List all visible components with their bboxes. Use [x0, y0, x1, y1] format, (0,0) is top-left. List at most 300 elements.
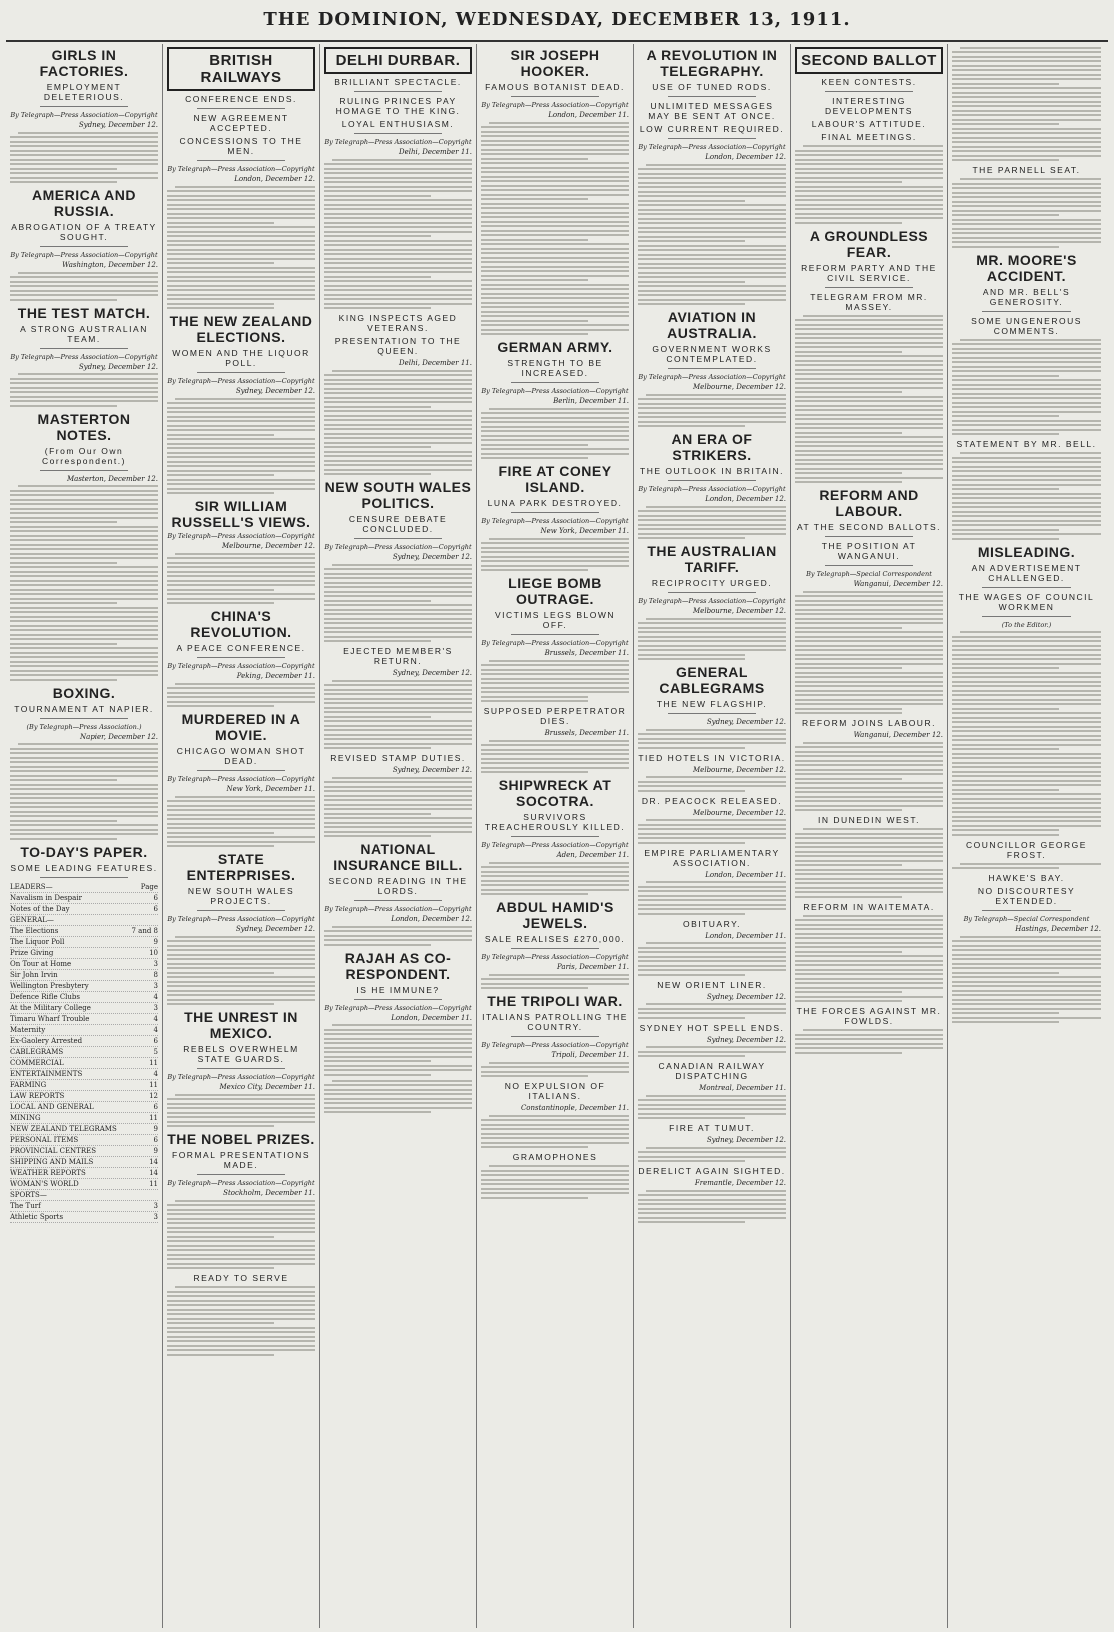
text-line [324, 698, 472, 700]
contents-page: 6 [153, 893, 158, 902]
text-line [10, 620, 158, 622]
story-subheading: IS HE IMMUNE? [356, 984, 440, 995]
text-line [481, 162, 629, 164]
text-line [324, 738, 472, 740]
divider [40, 718, 129, 719]
story-body [952, 452, 1101, 540]
text-line [167, 1349, 315, 1351]
text-line [324, 577, 472, 579]
text-line [167, 244, 315, 246]
story-headline: AN ERA OF STRIKERS. [671, 431, 753, 463]
divider [40, 106, 129, 107]
text-line [952, 735, 1101, 737]
text-line [795, 154, 943, 156]
text-line [175, 553, 315, 555]
text-line [324, 177, 472, 179]
story-dateline: Sydney, December 12. [706, 1136, 786, 1144]
text-line [795, 631, 943, 633]
divider [354, 91, 443, 92]
contents-page: 9 [153, 937, 158, 946]
text-line [324, 271, 472, 273]
text-line [481, 556, 629, 558]
text-line [324, 795, 472, 797]
text-line [795, 346, 943, 348]
text-line [481, 167, 629, 169]
text-line [960, 631, 1101, 633]
text-line [481, 1128, 629, 1130]
text-line [952, 343, 1101, 345]
story-headline: BOXING. [52, 684, 116, 701]
text-line [638, 285, 786, 287]
text-line [795, 769, 943, 771]
text-line [324, 1093, 472, 1095]
text-line [324, 1038, 472, 1040]
text-line [638, 272, 786, 274]
text-line [332, 370, 472, 372]
text-line [638, 290, 786, 292]
text-line [10, 391, 158, 393]
story-body [481, 660, 629, 703]
text-line [167, 456, 315, 458]
story-dateline: New York, December 11. [226, 785, 315, 793]
story-body [167, 936, 315, 1006]
text-line [638, 1194, 786, 1196]
text-line [795, 1000, 902, 1002]
text-line [646, 506, 786, 508]
text-line [795, 837, 943, 839]
text-line [952, 757, 1101, 759]
text-line [795, 319, 943, 321]
text-line [952, 834, 1059, 836]
story-body [10, 485, 158, 681]
text-line [952, 694, 1101, 696]
contents-label: The Liquor Poll [10, 937, 65, 946]
text-line [167, 280, 315, 282]
text-line [638, 965, 786, 967]
text-line [952, 429, 1101, 431]
text-line [481, 1197, 588, 1199]
story-subheading: SECOND READING IN THE LORDS. [328, 876, 468, 896]
text-line [10, 647, 158, 649]
divider [511, 382, 600, 383]
story-subheading: WOMEN AND THE LIQUOR POLL. [172, 348, 310, 368]
text-line [795, 463, 943, 465]
text-line [795, 869, 943, 871]
story-subheading: NO DISCOURTESY EXTENDED. [977, 886, 1076, 906]
text-line [952, 357, 1101, 359]
text-line [952, 411, 1101, 413]
story-dateline: Stockholm, December 11. [223, 1189, 315, 1197]
text-line [167, 303, 274, 305]
text-line [167, 285, 315, 287]
text-line [167, 1209, 315, 1211]
text-line [795, 199, 943, 201]
text-line [481, 749, 629, 751]
story-headline: DELHI DURBAR. [324, 47, 472, 74]
text-line [167, 1112, 315, 1114]
text-line [646, 1190, 786, 1192]
text-line [795, 782, 943, 784]
text-line [167, 1245, 315, 1247]
story-dateline: London, December 11. [548, 111, 629, 119]
text-line [952, 493, 1101, 495]
text-line [324, 613, 472, 615]
text-line [795, 609, 943, 611]
story-body [481, 1062, 629, 1078]
text-line [175, 796, 315, 798]
text-line [324, 729, 472, 731]
text-line [167, 1121, 315, 1123]
text-line [167, 571, 315, 573]
text-line [324, 190, 472, 192]
text-line [324, 1111, 431, 1113]
text-line [324, 208, 472, 210]
text-line [167, 1218, 315, 1220]
story-byline: By Telegraph—Press Association—Copyright [167, 915, 315, 923]
column-3 [320, 44, 477, 1628]
text-line [167, 696, 315, 698]
text-line [795, 760, 943, 762]
story-subheading: REFORM PARTY AND THE CIVIL SERVICE. [801, 262, 937, 283]
divider [982, 311, 1071, 312]
text-line [638, 510, 786, 512]
text-line [324, 604, 472, 606]
text-line [489, 122, 629, 124]
text-line [10, 802, 158, 804]
story-dateline: Masterton, December 12. [66, 474, 158, 483]
contents-row [10, 1124, 158, 1135]
text-line [10, 571, 158, 573]
text-line [167, 1204, 315, 1206]
text-line [324, 276, 431, 278]
text-line [167, 1249, 315, 1251]
text-line [638, 1221, 745, 1223]
text-line [10, 638, 158, 640]
text-line [952, 771, 1101, 773]
text-line [324, 835, 431, 837]
contents-label: FARMING [10, 1080, 47, 1089]
contents-row [10, 1003, 158, 1014]
text-line [324, 790, 472, 792]
story-headline: THE TRIPOLI WAR. [487, 993, 623, 1009]
text-line [324, 217, 472, 219]
story-headline: CHINA'S REVOLUTION. [190, 608, 292, 640]
contents-label: GENERAL— [10, 915, 54, 924]
text-line [167, 231, 315, 233]
text-line [952, 101, 1101, 103]
story-dateline: Wanganui, December 12. [853, 731, 943, 739]
text-line [952, 187, 1101, 189]
text-line [324, 195, 431, 197]
story-body [952, 47, 1101, 162]
story-subheading: AN ADVERTISEMENT CHALLENGED. [971, 562, 1082, 583]
story-subheading: A PEACE CONFERENCE. [176, 643, 306, 653]
text-line [481, 1133, 629, 1135]
text-line [795, 459, 943, 461]
text-line [481, 687, 629, 689]
contents-page: 3 [153, 1212, 158, 1221]
text-line [10, 589, 158, 591]
story-headline: LIEGE BOMB OUTRAGE. [508, 575, 602, 607]
text-line [10, 770, 158, 772]
text-line [952, 393, 1101, 395]
masthead-title: THE DOMINION, WEDNESDAY, DECEMBER 13, 1911. [263, 9, 851, 30]
contents-label: COMMERCIAL [10, 1058, 64, 1067]
text-line [10, 400, 158, 402]
text-line [952, 65, 1101, 67]
story-body [167, 1286, 315, 1356]
text-line [167, 963, 315, 965]
story-subheading: ITALIANS PATROLLING THE COUNTRY. [482, 1012, 628, 1032]
story-body [638, 1003, 786, 1019]
text-line [481, 889, 629, 891]
text-line [795, 690, 943, 692]
text-line [481, 1179, 629, 1181]
text-line [638, 649, 786, 651]
text-line [324, 289, 472, 291]
text-line [489, 740, 629, 742]
text-line [167, 1327, 315, 1329]
story-body [795, 145, 943, 224]
text-line [167, 1213, 315, 1215]
text-line [10, 748, 158, 750]
contents-label: MINING [10, 1113, 41, 1122]
story-dateline: Berlin, December 11. [553, 397, 629, 405]
text-line [646, 1003, 786, 1005]
text-line [167, 1222, 315, 1224]
contents-page: 4 [153, 1025, 158, 1034]
text-line [952, 241, 1101, 243]
text-line [332, 1024, 472, 1026]
text-line [10, 757, 158, 759]
text-line [638, 519, 786, 521]
text-line [481, 257, 629, 259]
story-body [481, 122, 629, 336]
text-line [10, 625, 158, 627]
text-line [481, 1170, 629, 1172]
contents-row [10, 926, 158, 937]
text-line [481, 767, 629, 769]
contents-label: At the Military College [10, 1003, 91, 1012]
story-subheading: RECIPROCITY URGED. [651, 578, 773, 588]
text-line [324, 397, 472, 399]
text-line [10, 779, 117, 781]
text-line [324, 401, 472, 403]
text-line [952, 730, 1101, 732]
contents-page: 14 [149, 1157, 158, 1166]
text-line [324, 935, 472, 937]
text-line [795, 645, 943, 647]
text-line [324, 455, 472, 457]
text-line [481, 771, 588, 773]
text-line [638, 407, 786, 409]
text-line [18, 132, 158, 134]
text-line [324, 374, 472, 376]
text-line [167, 1336, 315, 1338]
text-line [332, 777, 472, 779]
story-subheading: FAMOUS BOTANIST DEAD. [485, 82, 625, 92]
story-dateline: Sydney, December 12. [235, 925, 315, 933]
story-headline: GIRLS IN FACTORIES. [39, 47, 129, 79]
story-body [324, 564, 472, 643]
text-line [481, 691, 629, 693]
text-line [10, 285, 158, 287]
text-line [638, 1104, 786, 1106]
text-line [952, 994, 1101, 996]
contents-label: ENTERTAINMENTS [10, 1069, 83, 1078]
text-line [481, 1137, 629, 1139]
text-line [952, 520, 1101, 522]
text-line [10, 387, 158, 389]
text-line [795, 942, 943, 944]
story-subheading: KEEN CONTESTS. [821, 77, 917, 87]
text-line [324, 1084, 472, 1086]
text-line [952, 811, 1101, 813]
text-line [795, 640, 943, 642]
story-body [795, 742, 943, 812]
text-line [324, 428, 472, 430]
text-line [167, 981, 315, 983]
text-line [324, 826, 472, 828]
text-line [795, 400, 943, 402]
story-dateline: Melbourne, December 12. [693, 808, 786, 817]
text-line [167, 294, 315, 296]
text-line [10, 674, 158, 676]
text-line [324, 808, 472, 810]
story-subheading: CONFERENCE ENDS. [185, 94, 297, 104]
story-body [167, 186, 315, 310]
text-line [638, 213, 786, 215]
story-body [638, 618, 786, 661]
text-line [638, 1217, 786, 1219]
contents-page: 4 [153, 992, 158, 1001]
divider [668, 480, 757, 481]
story-subheading: THE FORCES AGAINST MR. FOWLDS. [796, 1006, 942, 1026]
story-body [795, 315, 943, 484]
text-line [952, 972, 1059, 974]
text-line [481, 279, 588, 281]
text-line [167, 1354, 274, 1356]
text-line [481, 682, 629, 684]
contents-list [10, 882, 158, 1223]
text-line [481, 1075, 588, 1077]
text-line [795, 208, 943, 210]
text-line [795, 960, 943, 962]
story-body [167, 398, 315, 495]
text-line [952, 150, 1101, 152]
text-line [324, 244, 472, 246]
story-headline: THE TEST MATCH. [17, 304, 151, 321]
story-byline: (To the Editor.) [1001, 620, 1052, 629]
text-line [952, 502, 1101, 504]
text-line [481, 185, 629, 187]
text-line [10, 607, 158, 609]
contents-label: Sir John Irvin [10, 970, 58, 979]
story-headline: SHIPWRECK AT SOCOTRA. [498, 777, 612, 809]
text-line [952, 402, 1101, 404]
text-line [324, 640, 431, 642]
text-line [803, 828, 943, 830]
story-subheading: IN DUNEDIN WEST. [818, 815, 920, 825]
text-line [795, 405, 943, 407]
text-line [952, 739, 1101, 741]
text-line [952, 457, 1101, 459]
text-line [481, 248, 629, 250]
text-line [795, 622, 943, 624]
text-line [481, 243, 629, 245]
text-line [795, 360, 943, 362]
text-line [795, 755, 943, 757]
text-line [795, 627, 902, 629]
text-line [10, 820, 117, 822]
story-byline: By Telegraph—Press Association—Copyright [167, 775, 315, 783]
text-line [952, 685, 1101, 687]
text-line [167, 1309, 315, 1311]
text-line [481, 1188, 629, 1190]
text-line [167, 1318, 315, 1320]
masthead [0, 0, 1114, 40]
text-line [795, 186, 943, 188]
story-subheading: THE POSITION AT WANGANUI. [821, 541, 917, 561]
text-line [10, 163, 158, 165]
text-line [167, 1116, 315, 1118]
text-line [324, 419, 472, 421]
story-headline: NATIONAL INSURANCE BILL. [333, 841, 463, 873]
text-line [952, 406, 1101, 408]
story-body [481, 538, 629, 572]
text-line [167, 584, 315, 586]
story-dateline: Sydney, December 12. [78, 362, 158, 371]
text-line [952, 802, 1101, 804]
text-line [324, 1074, 431, 1076]
text-line [795, 204, 943, 206]
text-line [167, 307, 274, 309]
contents-row [10, 1102, 158, 1113]
text-line [795, 1038, 943, 1040]
story-dateline: Napier, December 12. [80, 732, 158, 741]
text-line [638, 1099, 786, 1101]
text-line [952, 348, 1101, 350]
text-line [952, 954, 1101, 956]
text-line [167, 425, 315, 427]
text-line [638, 267, 786, 269]
story-body [638, 776, 786, 792]
text-line [324, 222, 472, 224]
story-body [638, 1046, 786, 1057]
text-line [481, 149, 629, 151]
text-line [481, 866, 629, 868]
story-body [638, 881, 786, 915]
text-line [167, 818, 315, 820]
text-line [952, 708, 1059, 710]
contents-label: LOCAL AND GENERAL [10, 1102, 94, 1111]
contents-page: 10 [149, 948, 158, 957]
story-byline: By Telegraph—Press Association—Copyright [324, 905, 472, 913]
text-line [18, 272, 158, 274]
text-line [10, 656, 158, 658]
text-line [481, 180, 629, 182]
text-line [795, 396, 943, 398]
contents-label: Wellington Presbytery [10, 981, 89, 990]
text-line [795, 217, 943, 219]
story-dateline: Melbourne, December 12. [693, 383, 786, 391]
text-line [324, 1098, 472, 1100]
text-line [324, 725, 472, 727]
text-line [795, 937, 943, 939]
text-line [638, 254, 786, 256]
contents-row [10, 1190, 158, 1201]
contents-page: 3 [153, 959, 158, 968]
